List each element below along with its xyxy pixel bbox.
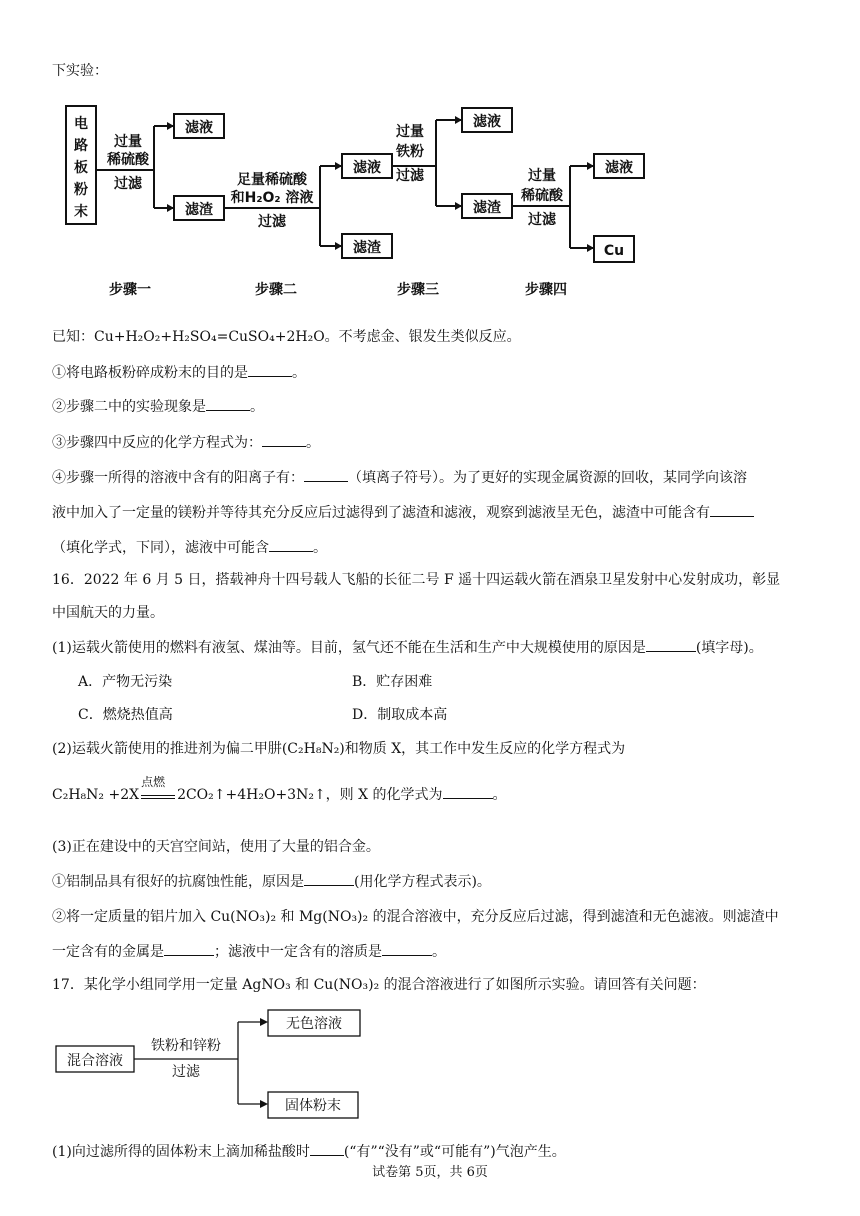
flow2-solid-powder: 固体粉末: [285, 1098, 341, 1114]
start-char-2: 路: [74, 138, 88, 154]
filtrate-1: 滤液: [185, 120, 213, 136]
step2-cond-3: 过滤: [258, 214, 286, 230]
eq-right: 2CO₂↑+4H₂O+3N₂↑，则 X 的化学式为: [177, 787, 443, 803]
q15-b-text: ②步骤二中的实验现象是: [52, 399, 206, 415]
answer-blank[interactable]: [646, 639, 696, 652]
q16-p1-text: (1)运载火箭使用的燃料有液氢、煤油等。目前，氢气还不能在生活和生产中大规模使用的原因是: [52, 640, 646, 656]
residue-3: 滤渣: [473, 200, 501, 216]
q16-option-c: C．燃烧热值高: [78, 707, 173, 723]
q15-a: [52, 362, 306, 382]
q16-option-b: B．贮存困难: [352, 674, 433, 690]
q16-stem-2: 中国航天的力量。: [52, 605, 164, 621]
answer-blank[interactable]: [304, 873, 354, 886]
q15-d3: [52, 537, 327, 557]
q16-stem-1: 16．2022 年 6 月 5 日，搭载神舟十四号载人飞船的长征二号 F 遥十四运载火箭在酒泉卫星发射中心发射成功，彰显: [52, 572, 781, 588]
answer-blank[interactable]: [164, 943, 214, 956]
q15-b: [52, 396, 264, 416]
q17-p1: [52, 1141, 566, 1161]
q15-b-end: 。: [250, 399, 264, 415]
q15-a-text: ①将电路板粉碎成粉末的目的是: [52, 365, 248, 381]
q15-c-end: 。: [306, 435, 320, 451]
q15-d3-text: （填化学式，下同），滤液中可能含: [52, 540, 269, 556]
step4-cond-1: 过量: [528, 168, 556, 184]
q16-p3b2-mid: ；滤液中一定含有的溶质是: [214, 944, 382, 960]
q16-p3a-end: (用化学方程式表示)。: [354, 874, 491, 890]
mixture-flow-diagram: [52, 1008, 372, 1124]
step4-cond-2: 稀硫酸: [521, 188, 563, 204]
eq-end: 。: [492, 787, 507, 803]
q16-p2: (2)运载火箭使用的推进剂为偏二甲肼(C₂H₈N₂)和物质 X，其工作中发生反应的化学方程式为: [52, 741, 626, 757]
answer-blank[interactable]: [310, 1143, 344, 1156]
q16-p3a: [52, 871, 491, 891]
residue-2: 滤渣: [353, 240, 381, 256]
filtrate-3: 滤液: [473, 114, 501, 130]
step-label-3: 步骤三: [397, 282, 439, 298]
q16-p3a-text: ①铝制品具有很好的抗腐蚀性能，原因是: [52, 874, 304, 890]
start-char-1: 电: [74, 116, 88, 132]
start-char-5: 末: [74, 204, 88, 220]
page-footer: 试卷第 5页，共 6页: [372, 1165, 488, 1180]
q15-d1: [52, 467, 747, 487]
flow2-colorless-solution: 无色溶液: [286, 1016, 342, 1032]
q15-d1-end: （填离子符号）。为了更好的实现金属资源的回收，某同学向该溶: [348, 470, 747, 486]
step2-cond-1: 足量稀硫酸: [237, 172, 307, 188]
answer-blank[interactable]: [382, 943, 432, 956]
flow2-condition-1: 铁粉和锌粉: [151, 1038, 221, 1054]
q15-a-end: 。: [292, 365, 306, 381]
step2-cond-2: 和H₂O₂ 溶液: [230, 190, 314, 206]
step-label-1: 步骤一: [109, 282, 151, 298]
step-label-4: 步骤四: [525, 282, 567, 298]
start-char-4: 粉: [74, 182, 88, 198]
flow2-start: 混合溶液: [67, 1053, 123, 1069]
answer-blank[interactable]: [710, 504, 754, 517]
q16-p1: [52, 637, 763, 657]
residue-1: 滤渣: [185, 202, 213, 218]
q17-p1-end: (“有”“没有”或“可能有”)气泡产生。: [343, 1144, 566, 1160]
eq-condition-label: 点燃: [141, 775, 166, 789]
q16-option-d: D．制取成本高: [352, 707, 448, 723]
eq-left: C₂H₈N₂ +2X: [52, 787, 140, 803]
q16-p3b2-text: 一定含有的金属是: [52, 944, 164, 960]
answer-blank[interactable]: [206, 398, 250, 411]
step3-cond-3: 过滤: [396, 168, 424, 184]
q16-option-a: A．产物无污染: [78, 674, 173, 690]
q15-d1-text: ④步骤一所得的溶液中含有的阳离子有：: [52, 470, 304, 486]
q17-p1-text: (1)向过滤所得的固体粉末上滴加稀盐酸时: [52, 1144, 310, 1160]
q16-p3b-2: [52, 941, 446, 961]
answer-blank[interactable]: [443, 786, 493, 799]
eq-condition: [139, 775, 177, 799]
filtrate-4: 滤液: [605, 160, 633, 176]
process-flow-diagram: [50, 96, 670, 310]
step3-cond-1: 过量: [396, 124, 424, 140]
q16-p3: (3)正在建设中的天宫空间站，使用了大量的铝合金。: [52, 839, 380, 855]
q15-d2-text: 液中加入了一定量的镁粉并等待其充分反应后过滤得到了滤渣和滤液，观察到滤液呈无色，滤渣中可能含有: [52, 505, 710, 521]
cu-product: Cu: [603, 243, 625, 259]
step1-cond-1: 过量: [114, 134, 142, 150]
q15-d2: [52, 502, 754, 522]
q16-p3b-1: ②将一定质量的铝片加入 Cu(NO₃)₂ 和 Mg(NO₃)₂ 的混合溶液中，充分反应后过滤，得到滤渣和无色滤液。则滤渣中: [52, 909, 779, 925]
answer-blank[interactable]: [248, 364, 292, 377]
filtrate-2: 滤液: [353, 160, 381, 176]
q16-p1-end: (填字母)。: [695, 640, 763, 656]
step1-cond-2: 稀硫酸: [107, 152, 149, 168]
q15-c-text: ③步骤四中反应的化学方程式为：: [52, 435, 262, 451]
step3-cond-2: 铁粉: [396, 144, 424, 160]
q17-stem: 17．某化学小组同学用一定量 AgNO₃ 和 Cu(NO₃)₂ 的混合溶液进行了如图所示实验。请回答有关问题：: [52, 977, 706, 993]
q16-equation: [52, 775, 507, 804]
flow2-condition-2: 过滤: [172, 1064, 200, 1080]
intro-text: 下实验：: [52, 63, 108, 79]
answer-blank[interactable]: [304, 469, 348, 482]
start-char-3: 板: [74, 160, 88, 176]
answer-blank[interactable]: [262, 434, 306, 447]
answer-blank[interactable]: [269, 539, 313, 552]
q15-d3-end: 。: [313, 540, 327, 556]
q16-p3b2-end: 。: [432, 944, 446, 960]
known-equation: 已知：Cu+H₂O₂+H₂SO₄=CuSO₄+2H₂O。不考虑金、银发生类似反应。: [52, 329, 521, 345]
step1-cond-3: 过滤: [114, 176, 142, 192]
q15-c: [52, 432, 320, 452]
step4-cond-3: 过滤: [528, 212, 556, 228]
step-label-2: 步骤二: [255, 282, 297, 298]
